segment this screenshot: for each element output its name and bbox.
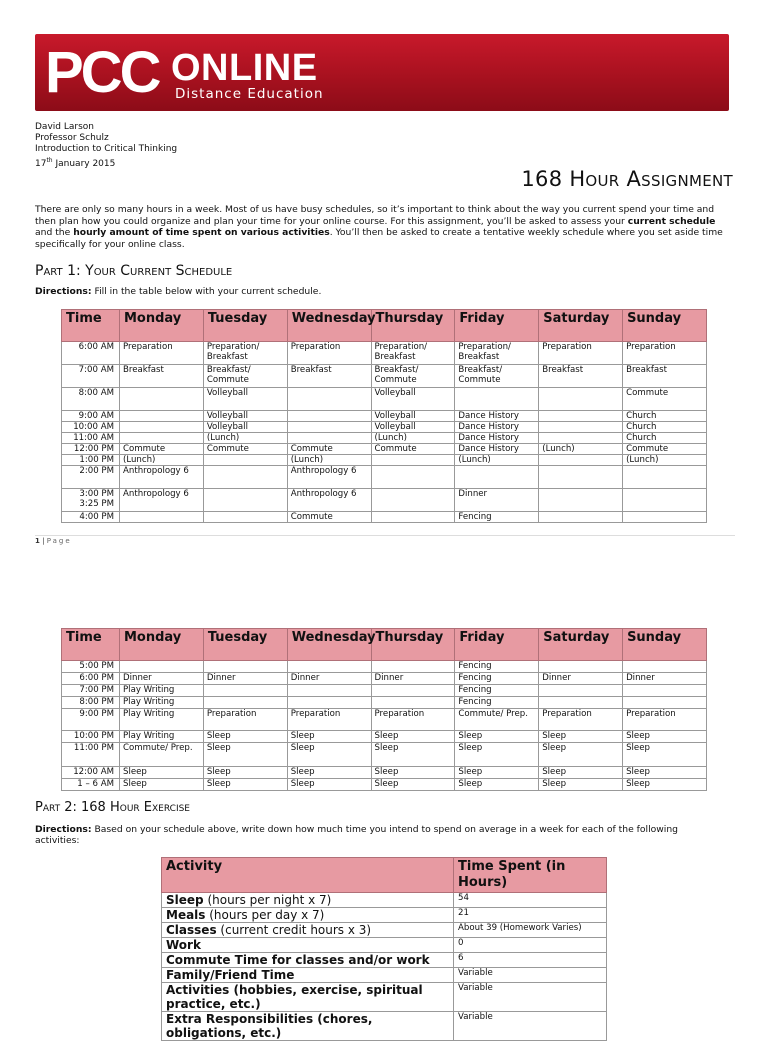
schedule-cell: Sleep xyxy=(203,731,287,743)
activity-name: Extra Responsibilities (chores, obligations, etc.) xyxy=(162,1012,454,1041)
banner-logo-online: ONLINE xyxy=(171,47,318,89)
schedule-cell xyxy=(623,466,707,489)
schedule-cell: Commute xyxy=(203,444,287,455)
time-cell: 11:00 AM xyxy=(62,433,120,444)
schedule-table-2 xyxy=(61,628,707,791)
time-cell: 6:00 AM xyxy=(62,342,120,365)
schedule-cell: Breakfast xyxy=(539,365,623,388)
schedule-cell: Breakfast xyxy=(287,365,371,388)
schedule-cell: Preparation xyxy=(539,342,623,365)
time-cell: 7:00 AM xyxy=(62,365,120,388)
schedule-cell xyxy=(203,466,287,489)
time-cell: 1:00 PM xyxy=(62,455,120,466)
schedule-cell: Anthropology 6 xyxy=(120,489,204,512)
schedule-cell xyxy=(539,466,623,489)
table-row xyxy=(62,697,707,709)
schedule-cell: Dinner xyxy=(623,673,707,685)
activity-name: Work xyxy=(162,938,454,953)
time-cell: 2:00 PM xyxy=(62,466,120,489)
schedule-cell: Preparation xyxy=(623,709,707,731)
schedule-cell: Volleyball xyxy=(371,422,455,433)
time-cell: 4:00 PM xyxy=(62,512,120,523)
schedule-cell: Sleep xyxy=(539,767,623,779)
activity-name: Classes (current credit hours x 3) xyxy=(162,923,454,938)
activity-hours: Variable xyxy=(454,1012,607,1041)
schedule-cell xyxy=(623,489,707,512)
schedule-cell: Sleep xyxy=(623,779,707,791)
schedule-cell: Sleep xyxy=(287,743,371,767)
schedule-cell: Breakfast xyxy=(120,365,204,388)
column-header: Sunday xyxy=(623,629,707,661)
column-header: Time xyxy=(62,629,120,661)
part2-directions: Directions: Based on your schedule above, write down how much time you intend to spend on average in a week for each of the following activities: xyxy=(35,824,678,846)
schedule-cell xyxy=(623,697,707,709)
schedule-cell xyxy=(539,422,623,433)
schedule-cell: Volleyball xyxy=(203,422,287,433)
schedule-cell: Anthropology 6 xyxy=(120,466,204,489)
schedule-cell xyxy=(455,388,539,411)
column-header: Saturday xyxy=(539,629,623,661)
time-cell: 3:00 PM 3:25 PM xyxy=(62,489,120,512)
schedule-cell xyxy=(539,685,623,697)
table-row xyxy=(62,512,707,523)
schedule-cell: Preparation/ Breakfast xyxy=(455,342,539,365)
schedule-cell xyxy=(120,422,204,433)
schedule-cell xyxy=(203,685,287,697)
schedule-cell: Sleep xyxy=(287,767,371,779)
schedule-cell xyxy=(203,661,287,673)
schedule-cell xyxy=(539,455,623,466)
assignment-date: 17th January 2015 xyxy=(35,157,116,169)
schedule-cell: Sleep xyxy=(623,743,707,767)
schedule-cell: Preparation xyxy=(287,342,371,365)
footer-rule xyxy=(35,535,735,536)
time-cell: 9:00 PM xyxy=(62,709,120,731)
table-row xyxy=(62,489,707,512)
activity-hours: Variable xyxy=(454,983,607,1012)
time-cell: 7:00 PM xyxy=(62,685,120,697)
table-row xyxy=(62,779,707,791)
professor-name: Professor Schulz xyxy=(35,133,109,143)
table-row xyxy=(62,444,707,455)
schedule-cell xyxy=(120,661,204,673)
schedule-cell: Fencing xyxy=(455,673,539,685)
schedule-cell: Sleep xyxy=(371,731,455,743)
time-cell: 10:00 PM xyxy=(62,731,120,743)
schedule-cell: Commute xyxy=(371,444,455,455)
schedule-cell xyxy=(203,489,287,512)
schedule-cell: Dinner xyxy=(287,673,371,685)
table-row xyxy=(62,433,707,444)
table-row xyxy=(62,455,707,466)
activity-header-row xyxy=(162,858,607,893)
schedule-cell: Dinner xyxy=(203,673,287,685)
schedule-cell xyxy=(287,388,371,411)
schedule-cell xyxy=(539,388,623,411)
table-row xyxy=(62,365,707,388)
schedule-cell xyxy=(623,685,707,697)
schedule-cell: Sleep xyxy=(455,731,539,743)
schedule-cell: Volleyball xyxy=(203,388,287,411)
schedule-table-1 xyxy=(61,309,707,523)
pcc-online-banner xyxy=(35,34,729,111)
schedule-cell: Preparation xyxy=(203,709,287,731)
schedule-cell: Sleep xyxy=(287,731,371,743)
schedule-cell: Dance History xyxy=(455,411,539,422)
banner-subtitle: Distance Education xyxy=(175,86,324,102)
schedule-cell: Dance History xyxy=(455,444,539,455)
student-header xyxy=(35,122,177,170)
page-title: 168 Hour Assignment xyxy=(521,167,733,191)
activity-row xyxy=(162,968,607,983)
activity-name: Family/Friend Time xyxy=(162,968,454,983)
activity-name: Activities (hobbies, exercise, spiritual practice, etc.) xyxy=(162,983,454,1012)
schedule-cell: Sleep xyxy=(120,779,204,791)
schedule-cell: Sleep xyxy=(287,779,371,791)
schedule-cell xyxy=(120,411,204,422)
column-header: Tuesday xyxy=(203,629,287,661)
schedule-cell: Play Writing xyxy=(120,685,204,697)
schedule-cell: Sleep xyxy=(455,743,539,767)
time-cell: 8:00 PM xyxy=(62,697,120,709)
schedule-cell xyxy=(203,697,287,709)
schedule-header-row xyxy=(62,629,707,661)
schedule-cell: Fencing xyxy=(455,512,539,523)
schedule-cell: Anthropology 6 xyxy=(287,489,371,512)
schedule-cell xyxy=(371,697,455,709)
schedule-cell: Sleep xyxy=(539,779,623,791)
schedule-cell xyxy=(120,512,204,523)
schedule-cell: Breakfast/ Commute xyxy=(455,365,539,388)
schedule-cell: Dinner xyxy=(120,673,204,685)
schedule-cell: Play Writing xyxy=(120,697,204,709)
schedule-cell: Breakfast/ Commute xyxy=(371,365,455,388)
schedule-cell: Fencing xyxy=(455,685,539,697)
schedule-cell: Fencing xyxy=(455,697,539,709)
activity-name: Commute Time for classes and/or work xyxy=(162,953,454,968)
column-header: Monday xyxy=(120,310,204,342)
column-header: Thursday xyxy=(371,629,455,661)
table-row xyxy=(62,388,707,411)
schedule-cell xyxy=(371,466,455,489)
schedule-cell xyxy=(287,685,371,697)
schedule-cell xyxy=(203,512,287,523)
schedule-cell xyxy=(539,489,623,512)
table-row xyxy=(62,342,707,365)
column-header: Wednesday xyxy=(287,629,371,661)
schedule-cell xyxy=(371,455,455,466)
time-cell: 12:00 PM xyxy=(62,444,120,455)
column-header: Wednesday xyxy=(287,310,371,342)
activity-hours: 54 xyxy=(454,893,607,908)
banner-logo-pcc: PCC xyxy=(45,40,159,105)
activity-row xyxy=(162,923,607,938)
schedule-cell: Sleep xyxy=(455,767,539,779)
schedule-cell: Play Writing xyxy=(120,731,204,743)
table-row xyxy=(62,767,707,779)
course-name: Introduction to Critical Thinking xyxy=(35,144,178,154)
table-row xyxy=(62,411,707,422)
schedule-cell xyxy=(203,455,287,466)
schedule-cell xyxy=(539,697,623,709)
schedule-cell: (Lunch) xyxy=(539,444,623,455)
schedule-cell xyxy=(455,466,539,489)
activity-hours: About 39 (Homework Varies) xyxy=(454,923,607,938)
time-cell: 12:00 AM xyxy=(62,767,120,779)
schedule-cell: Dinner xyxy=(539,673,623,685)
schedule-cell: Commute xyxy=(287,444,371,455)
schedule-cell: Preparation xyxy=(539,709,623,731)
page-footer: 1 | Page xyxy=(35,537,72,545)
schedule-cell: Breakfast/ Commute xyxy=(203,365,287,388)
schedule-cell: Dance History xyxy=(455,433,539,444)
schedule-cell: (Lunch) xyxy=(203,433,287,444)
schedule-cell: Volleyball xyxy=(371,411,455,422)
schedule-cell xyxy=(371,489,455,512)
schedule-cell: Church xyxy=(623,411,707,422)
schedule-cell: Commute xyxy=(287,512,371,523)
time-cell: 9:00 AM xyxy=(62,411,120,422)
schedule-cell xyxy=(287,697,371,709)
table-row xyxy=(62,661,707,673)
schedule-cell: Commute xyxy=(623,388,707,411)
schedule-cell: Sleep xyxy=(203,743,287,767)
schedule-cell: Volleyball xyxy=(203,411,287,422)
activity-hours: Variable xyxy=(454,968,607,983)
column-header: Saturday xyxy=(539,310,623,342)
activity-row xyxy=(162,983,607,1012)
schedule-cell: Preparation xyxy=(623,342,707,365)
column-header: Monday xyxy=(120,629,204,661)
schedule-cell xyxy=(539,411,623,422)
schedule-cell xyxy=(539,661,623,673)
activity-row xyxy=(162,1012,607,1041)
schedule-cell xyxy=(287,411,371,422)
schedule-cell: (Lunch) xyxy=(455,455,539,466)
time-cell: 10:00 AM xyxy=(62,422,120,433)
schedule-cell: Dinner xyxy=(371,673,455,685)
schedule-cell: Fencing xyxy=(455,661,539,673)
schedule-cell xyxy=(371,512,455,523)
activity-row xyxy=(162,953,607,968)
schedule-cell: Sleep xyxy=(623,731,707,743)
schedule-cell: (Lunch) xyxy=(287,455,371,466)
column-header: Thursday xyxy=(371,310,455,342)
schedule-cell xyxy=(539,433,623,444)
schedule-cell: Preparation xyxy=(371,709,455,731)
schedule-cell: Commute/ Prep. xyxy=(120,743,204,767)
schedule-cell: Sleep xyxy=(203,767,287,779)
activity-name: Meals (hours per day x 7) xyxy=(162,908,454,923)
schedule-cell: (Lunch) xyxy=(120,455,204,466)
table-row xyxy=(62,709,707,731)
time-cell: 1 – 6 AM xyxy=(62,779,120,791)
schedule-cell: Play Writing xyxy=(120,709,204,731)
schedule-cell: Sleep xyxy=(120,767,204,779)
schedule-cell: Breakfast xyxy=(623,365,707,388)
activity-hours: 0 xyxy=(454,938,607,953)
activity-row xyxy=(162,908,607,923)
schedule-cell: Sleep xyxy=(455,779,539,791)
intro-paragraph: There are only so many hours in a week. Most of us have busy schedules, so it’s important to think about the way you current spend your time and then plan how you could organize and plan your time for your online course. For this assignment, you’ll be asked to assess your current schedule and the hourly amount of time spent on various activities. You’ll then be asked to create a tentative weekly schedule where you set aside time specifically for your online class. xyxy=(35,204,723,250)
schedule-cell xyxy=(623,661,707,673)
table-row xyxy=(62,743,707,767)
schedule-cell xyxy=(287,661,371,673)
schedule-cell xyxy=(371,661,455,673)
part2-heading: Part 2: 168 Hour Exercise xyxy=(35,800,190,815)
schedule-cell xyxy=(623,512,707,523)
activity-hours: 6 xyxy=(454,953,607,968)
schedule-cell: Sleep xyxy=(371,767,455,779)
column-header: Tuesday xyxy=(203,310,287,342)
activity-hours: 21 xyxy=(454,908,607,923)
schedule-cell: (Lunch) xyxy=(371,433,455,444)
schedule-cell: Preparation xyxy=(120,342,204,365)
table-row xyxy=(62,422,707,433)
table-row xyxy=(62,685,707,697)
schedule-cell: Sleep xyxy=(203,779,287,791)
time-cell: 5:00 PM xyxy=(62,661,120,673)
time-spent-header: Time Spent (in Hours) xyxy=(454,858,607,893)
schedule-cell xyxy=(120,433,204,444)
time-cell: 6:00 PM xyxy=(62,673,120,685)
schedule-cell: Sleep xyxy=(539,743,623,767)
schedule-cell: Dinner xyxy=(455,489,539,512)
schedule-cell: Sleep xyxy=(539,731,623,743)
column-header: Sunday xyxy=(623,310,707,342)
column-header: Time xyxy=(62,310,120,342)
student-name: David Larson xyxy=(35,122,94,132)
part1-directions: Directions: Fill in the table below with your current schedule. xyxy=(35,286,322,297)
schedule-cell: Commute xyxy=(120,444,204,455)
activity-name: Sleep (hours per night x 7) xyxy=(162,893,454,908)
table-row xyxy=(62,731,707,743)
schedule-cell xyxy=(371,685,455,697)
time-cell: 11:00 PM xyxy=(62,743,120,767)
table-row xyxy=(62,673,707,685)
schedule-cell: Dance History xyxy=(455,422,539,433)
schedule-cell: Anthropology 6 xyxy=(287,466,371,489)
schedule-cell: Church xyxy=(623,433,707,444)
schedule-cell xyxy=(120,388,204,411)
column-header: Friday xyxy=(455,629,539,661)
column-header: Friday xyxy=(455,310,539,342)
schedule-header-row xyxy=(62,310,707,342)
schedule-cell: Sleep xyxy=(371,743,455,767)
schedule-cell xyxy=(287,433,371,444)
activity-row xyxy=(162,893,607,908)
schedule-cell: Preparation/ Breakfast xyxy=(371,342,455,365)
schedule-cell: Commute xyxy=(623,444,707,455)
schedule-cell xyxy=(287,422,371,433)
part1-heading: Part 1: Your Current Schedule xyxy=(35,263,233,279)
activity-table xyxy=(161,857,607,1041)
schedule-cell: Sleep xyxy=(623,767,707,779)
schedule-cell: Volleyball xyxy=(371,388,455,411)
schedule-cell: Preparation/ Breakfast xyxy=(203,342,287,365)
schedule-cell: Preparation xyxy=(287,709,371,731)
schedule-cell xyxy=(539,512,623,523)
activity-header: Activity xyxy=(162,858,454,893)
schedule-cell: Church xyxy=(623,422,707,433)
schedule-cell: Sleep xyxy=(371,779,455,791)
table-row xyxy=(62,466,707,489)
schedule-cell: Commute/ Prep. xyxy=(455,709,539,731)
activity-row xyxy=(162,938,607,953)
time-cell: 8:00 AM xyxy=(62,388,120,411)
schedule-cell: (Lunch) xyxy=(623,455,707,466)
